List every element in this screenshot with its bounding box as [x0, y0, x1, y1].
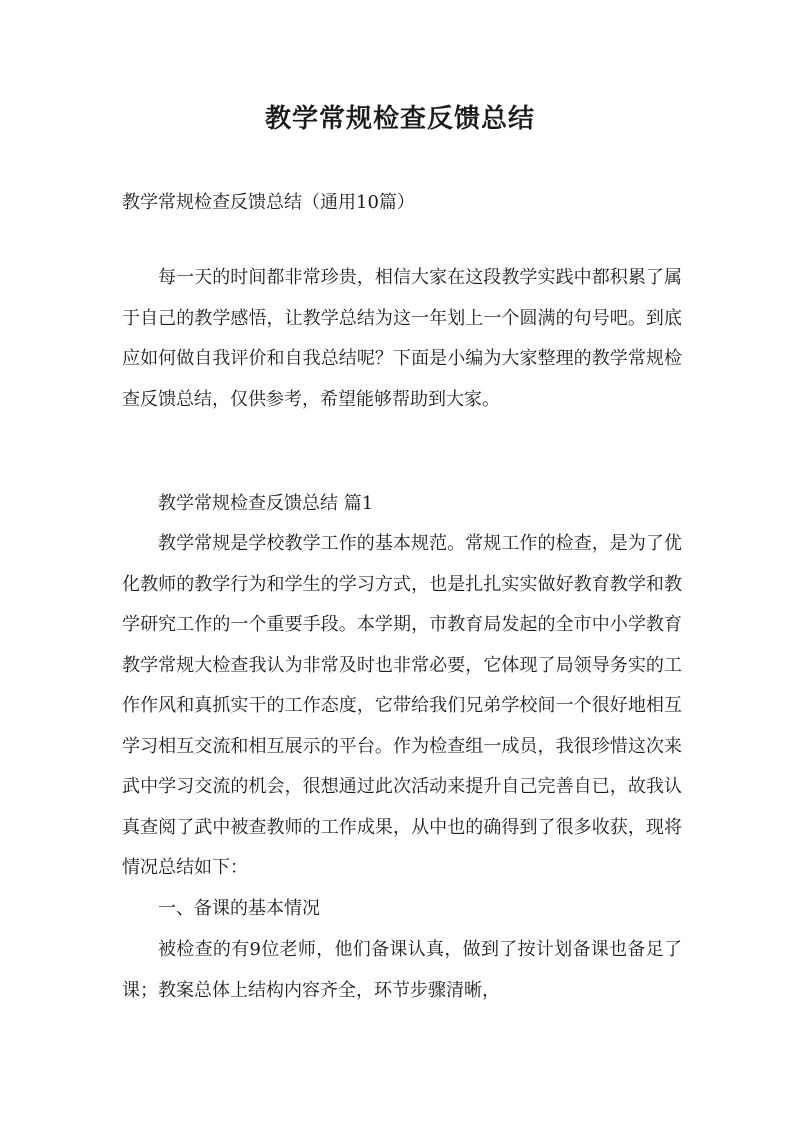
intro-paragraph: 每一天的时间都非常珍贵，相信大家在这段教学实践中都积累了属于自己的教学感悟，让教学总结为这一年划上一个圆满的句号吧。到底应如何做自我评价和自我总结呢？下面是小编为大家整理的教学常规检查反馈总结，仅供参考，希望能够帮助到大家。: [122, 267, 682, 410]
subsection-heading: 一、备课的基本情况: [158, 898, 320, 919]
subsection-body-paragraph: 被检查的有9位老师，他们备课认真，做到了按计划备课也备足了课；教案总体上结构内容齐全，环节步骤清晰，: [122, 939, 682, 1001]
section-heading: 教学常规检查反馈总结 篇1: [158, 493, 374, 514]
document-title: 教学常规检查反馈总结: [264, 104, 535, 134]
document-subtitle: 教学常规检查反馈总结（通用10篇）: [122, 192, 415, 213]
section-body-paragraph: 教学常规是学校教学工作的基本规范。常规工作的检查，是为了优化教师的教学行为和学生的学习方式，也是扎扎实实做好教育教学和教学研究工作的一个重要手段。本学期，市教育局发起的全市中小学教育教学常规大检查我认为非常及时也非常必要，它体现了局领导务实的工作作风和真抓实干的工作态度，它带给我们兄弟学校间一个很好地相互学习相互交流和相互展示的平台。作为检查组一成员，我很珍惜这次来武中学习交流的机会，很想通过此次活动来提升自己完善自已，故我认真查阅了武中被查教师的工作成果，从中也的确得到了很多收获，现将情况总结如下：: [122, 533, 682, 878]
